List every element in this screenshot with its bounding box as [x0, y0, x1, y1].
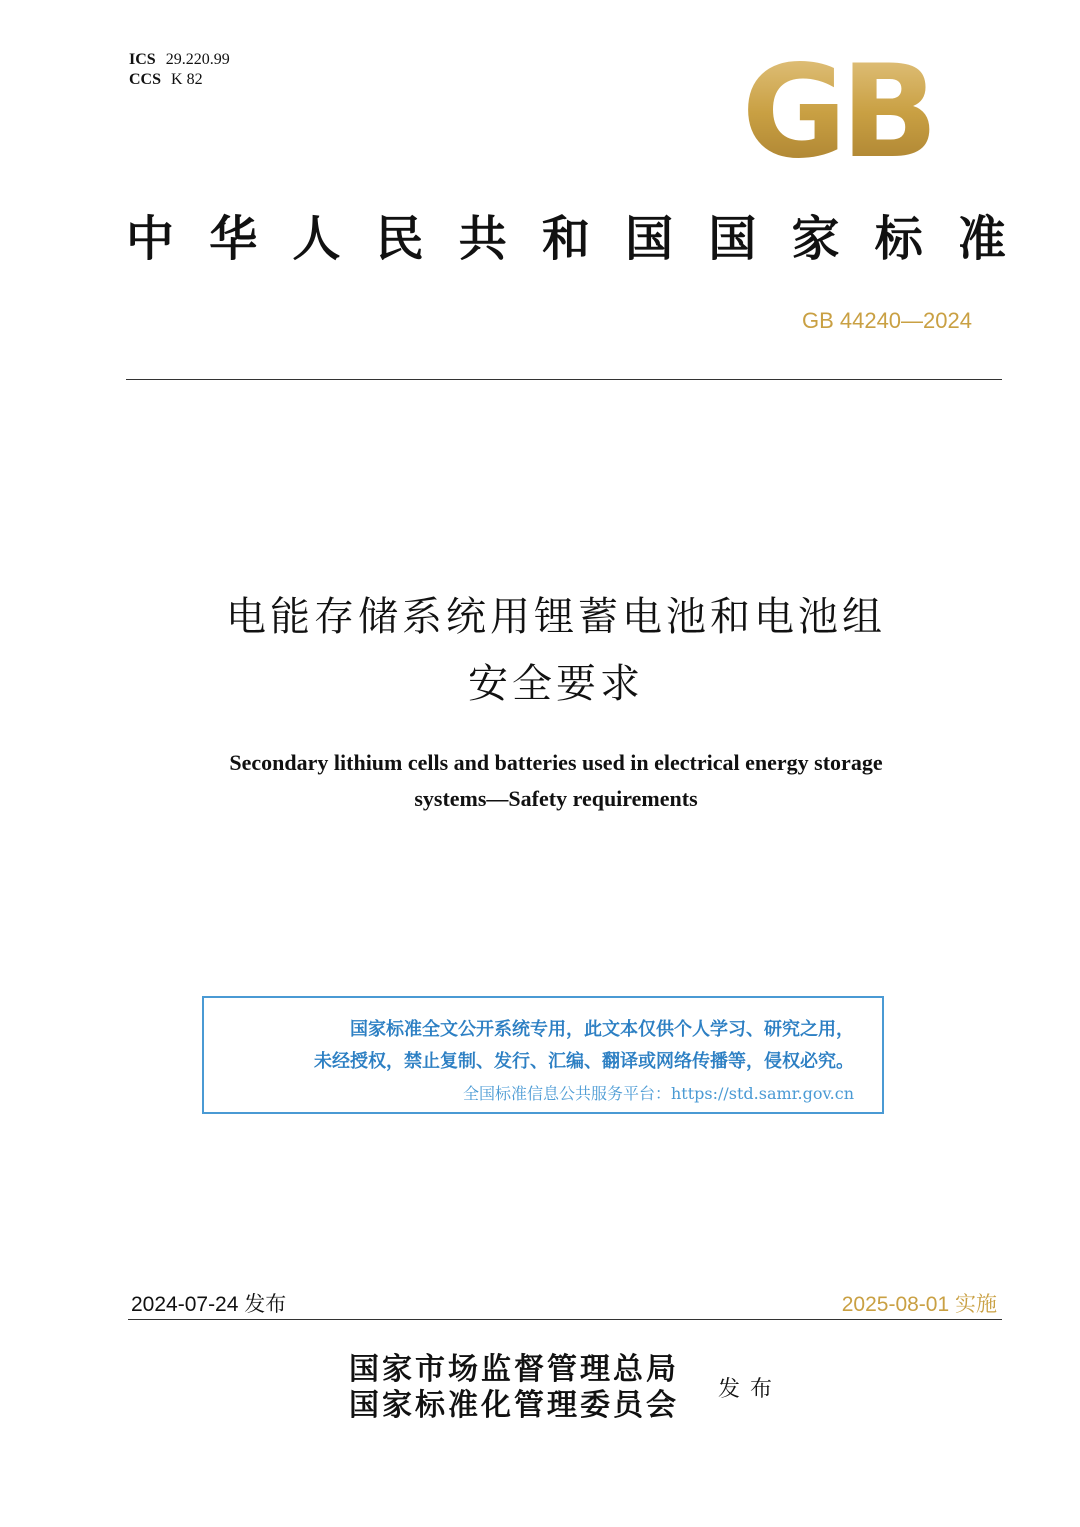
banner-char: 民	[375, 210, 424, 267]
title-en	[100, 745, 1012, 817]
copyright-notice-box	[202, 996, 884, 1114]
effective-date: 2025-08-01 实施	[841, 1293, 997, 1316]
banner-char: 家	[791, 210, 840, 267]
title-cn-line1: 电能存储系统用锂蓄电池和电池组	[226, 594, 886, 640]
ics-label: ICS	[129, 51, 156, 68]
issue-date: 2024-07-24 发布	[131, 1293, 287, 1316]
issuer-org2: 国家标准化管理委员会	[349, 1388, 679, 1423]
banner-char: 国	[625, 210, 674, 267]
banner-char: 人	[292, 210, 341, 267]
issuer-org1: 国家市场监督管理总局	[349, 1352, 679, 1387]
banner-char: 华	[209, 210, 258, 267]
banner-char: 准	[957, 210, 1006, 267]
banner-char: 和	[541, 210, 590, 267]
title-cn-line2: 安全要求	[468, 661, 644, 707]
national-standard-banner	[126, 204, 1006, 267]
gb-logo	[733, 52, 945, 164]
title-en-line2: systems—Safety requirements	[414, 786, 698, 811]
notice-line2: 未经授权，禁止复制、发行、汇编、翻译或网络传播等，侵权必究。	[314, 1051, 854, 1072]
banner-char: 共	[458, 210, 507, 267]
notice-line1: 国家标准全文公开系统专用，此文本仅供个人学习、研究之用，	[350, 1019, 854, 1040]
classification-codes	[129, 50, 230, 90]
ccs-value: K 82	[171, 71, 203, 88]
banner-char: 标	[874, 210, 923, 267]
title-en-line1: Secondary lithium cells and batteries used in electrical energy storage	[229, 750, 883, 775]
ccs-label: CCS	[129, 71, 162, 88]
logo-text: GB	[741, 52, 933, 164]
publish-label: 发布	[718, 1377, 783, 1402]
standard-number: GB 44240—2024	[801, 308, 972, 333]
banner-char: 国	[708, 210, 757, 267]
issuing-organizations	[349, 1352, 679, 1424]
notice-line3: 全国标准信息公共服务平台：https://std.samr.gov.cn	[462, 1084, 854, 1103]
ics-value: 29.220.99	[165, 51, 230, 68]
top-divider	[126, 379, 1002, 380]
banner-char: 中	[126, 210, 175, 267]
bottom-divider	[128, 1319, 1002, 1320]
